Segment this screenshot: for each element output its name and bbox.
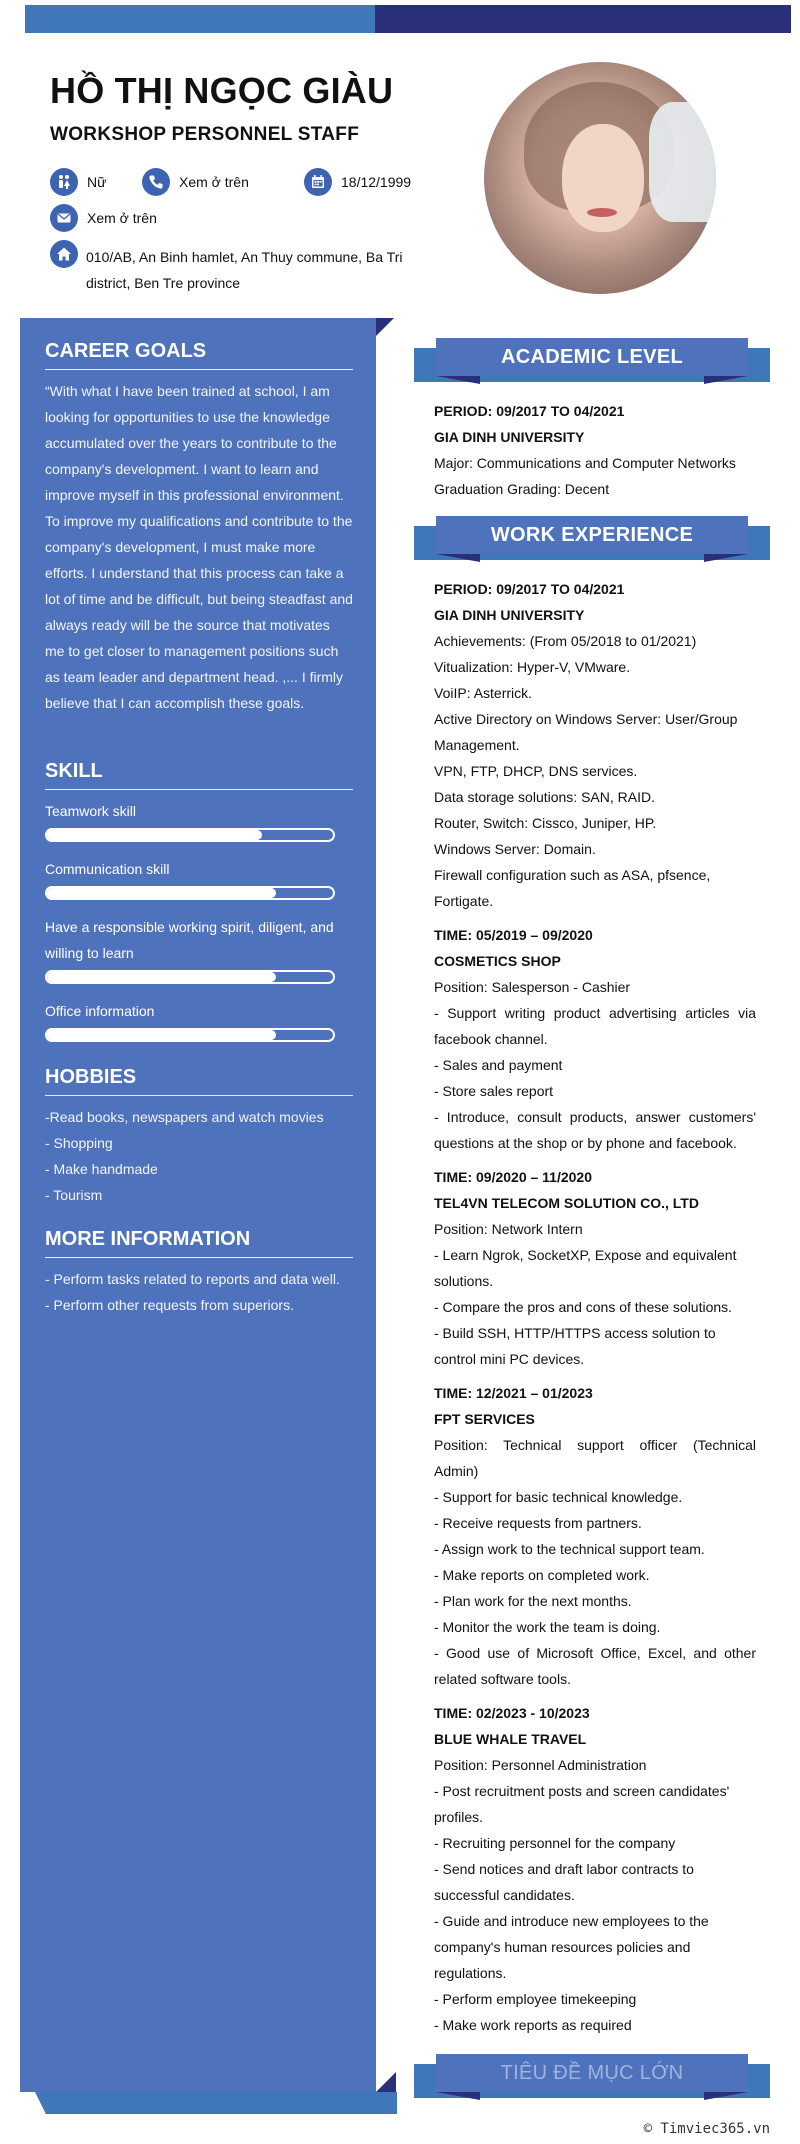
job-line: - Make work reports as required — [434, 2017, 632, 2033]
academic-block — [434, 398, 756, 502]
academic-school: GIA DINH UNIVERSITY — [434, 429, 585, 445]
panel-corner-decoration — [376, 2072, 396, 2092]
skill-label: Communication skill — [45, 861, 170, 877]
job-line: Achievements: (From 05/2018 to 01/2021) — [434, 633, 697, 649]
gender-row — [50, 168, 106, 196]
job-time: TIME: 02/2023 - 10/2023 — [434, 1705, 590, 1721]
job-company: TEL4VN TELECOM SOLUTION CO., LTD — [434, 1195, 699, 1211]
hobby-item: -Read books, newspapers and watch movies — [45, 1109, 324, 1125]
hobbies-list — [45, 1104, 353, 1208]
job-block — [434, 1380, 756, 1692]
skill-title: SKILL — [45, 760, 353, 790]
career-goals-text: “With what I have been trained at school, I am looking for opportunities to use the knowledge accumulated over the years to contribute to the company's development. I want to learn and improve myself in this professional environment. To improve my qualifications and contribute to the company's development, I must make more efforts. I understand that this process can take a lot of time and be difficult, but being steadfast and always ready will be the source that motivates me to get closer to management positions such as team leader and department head. ,... I firmly believe that I can accomplish these goals. — [45, 383, 353, 711]
hobbies-title: HOBBIES — [45, 1066, 353, 1096]
skill-bar — [45, 970, 335, 984]
job-title: WORKSHOP PERSONNEL STAFF — [50, 124, 360, 145]
skill-bar-fill — [47, 888, 276, 898]
placeholder-header — [414, 2054, 770, 2098]
job-line: - Receive requests from partners. — [434, 1515, 642, 1531]
email-icon — [50, 204, 78, 232]
job-block — [434, 576, 756, 914]
job-line: VoiIP: Asterrick. — [434, 685, 533, 701]
address-row — [50, 240, 87, 268]
skill-label: Office information — [45, 1003, 155, 1019]
work-title: WORK EXPERIENCE — [436, 516, 748, 554]
birthday-value: 18/12/1999 — [341, 174, 412, 190]
job-line: Firewall configuration such as ASA, pfsence, Fortigate. — [434, 867, 711, 909]
job-line: Position: Network Intern — [434, 1221, 583, 1237]
hobby-item: - Tourism — [45, 1187, 103, 1203]
top-bar — [0, 5, 800, 33]
job-line: - Make reports on completed work. — [434, 1567, 650, 1583]
job-company: BLUE WHALE TRAVEL — [434, 1731, 587, 1747]
job-block — [434, 922, 756, 1156]
academic-grading: Graduation Grading: Decent — [434, 481, 610, 497]
phone-icon — [142, 168, 170, 196]
job-line: - Perform employee timekeeping — [434, 1991, 637, 2007]
candidate-name: HỒ THỊ NGỌC GIÀU — [50, 70, 394, 111]
address-value: 010/AB, An Binh hamlet, An Thuy commune, Ba Tri district, Ben Tre province — [86, 249, 403, 291]
job-line: Router, Switch: Cissco, Juniper, HP. — [434, 815, 657, 831]
more-info-title: MORE INFORMATION — [45, 1228, 353, 1258]
birthday-row — [304, 168, 411, 196]
job-line: Windows Server: Domain. — [434, 841, 596, 857]
career-goals-title: CAREER GOALS — [45, 340, 353, 370]
phone-value: Xem ở trên — [179, 174, 249, 190]
job-line: - Assign work to the technical support team. — [434, 1541, 705, 1557]
academic-header — [414, 338, 770, 382]
job-line: - Plan work for the next months. — [434, 1593, 632, 1609]
academic-major: Major: Communications and Computer Networks — [434, 455, 736, 471]
job-line: - Recruiting personnel for the company — [434, 1835, 676, 1851]
skill-list — [45, 798, 353, 1042]
job-time: TIME: 09/2020 – 11/2020 — [434, 1169, 592, 1185]
skill-item — [45, 856, 353, 900]
academic-period: PERIOD: 09/2017 TO 04/2021 — [434, 403, 625, 419]
email-row — [50, 204, 157, 232]
job-line: - Build SSH, HTTP/HTTPS access solution to control mini PC devices. — [434, 1325, 716, 1367]
job-line: - Support for basic technical knowledge. — [434, 1489, 683, 1505]
skill-item — [45, 914, 353, 984]
more-info-item: - Perform tasks related to reports and data well. — [45, 1271, 340, 1287]
skill-bar — [45, 828, 335, 842]
skill-bar-fill — [47, 830, 262, 840]
panel-tab-decoration — [376, 318, 394, 336]
top-bar-dark — [375, 5, 791, 33]
more-info-section — [45, 1228, 353, 1318]
job-line: Active Directory on Windows Server: User/Group Management. — [434, 711, 738, 753]
calendar-icon — [304, 168, 332, 196]
phone-row — [142, 168, 249, 196]
job-line: - Learn Ngrok, SocketXP, Expose and equivalent solutions. — [434, 1247, 737, 1289]
job-line: Position: Technical support officer (Technical Admin) — [434, 1437, 756, 1479]
home-icon — [50, 240, 78, 268]
job-line: Position: Salesperson - Cashier — [434, 979, 631, 995]
job-company: GIA DINH UNIVERSITY — [434, 607, 585, 623]
job-company: COSMETICS SHOP — [434, 953, 561, 969]
top-bar-light — [25, 5, 375, 33]
job-line: VPN, FTP, DHCP, DNS services. — [434, 763, 638, 779]
more-info-list — [45, 1266, 353, 1318]
skill-bar — [45, 886, 335, 900]
job-line: - Post recruitment posts and screen candidates' profiles. — [434, 1783, 730, 1825]
job-line: - Monitor the work the team is doing. — [434, 1619, 661, 1635]
job-line: Position: Personnel Administration — [434, 1757, 647, 1773]
skill-item — [45, 998, 353, 1042]
more-info-item: - Perform other requests from superiors. — [45, 1297, 294, 1313]
hobby-item: - Shopping — [45, 1135, 113, 1151]
job-line: - Support writing product advertising articles via facebook channel. — [434, 1005, 756, 1047]
job-line: - Compare the pros and cons of these solutions. — [434, 1299, 733, 1315]
skill-item — [45, 798, 353, 842]
panel-foot-decoration — [35, 2092, 397, 2114]
job-time: PERIOD: 09/2017 TO 04/2021 — [434, 581, 625, 597]
skill-section — [45, 760, 353, 1042]
placeholder-title: TIÊU ĐỀ MỤC LỚN — [436, 2054, 748, 2092]
gender-value: Nữ — [87, 174, 107, 190]
skill-label: Teamwork skill — [45, 803, 137, 819]
job-line: - Sales and payment — [434, 1057, 563, 1073]
avatar — [484, 62, 716, 294]
job-time: TIME: 12/2021 – 01/2023 — [434, 1385, 593, 1401]
gender-icon — [50, 168, 78, 196]
skill-bar — [45, 1028, 335, 1042]
job-line: Vitualization: Hyper-V, VMware. — [434, 659, 631, 675]
job-line: Data storage solutions: SAN, RAID. — [434, 789, 655, 805]
job-line: - Introduce, consult products, answer customers' questions at the shop or by phone and facebook. — [434, 1109, 756, 1151]
email-value: Xem ở trên — [87, 210, 157, 226]
job-line: - Good use of Microsoft Office, Excel, and other related software tools. — [434, 1645, 756, 1687]
job-time: TIME: 05/2019 – 09/2020 — [434, 927, 593, 943]
skill-label: Have a responsible working spirit, diligent, and willing to learn — [45, 919, 334, 961]
job-block — [434, 1164, 756, 1372]
hobbies-section — [45, 1066, 353, 1208]
career-goals-section — [45, 340, 353, 716]
job-line: - Guide and introduce new employees to the company's human resources policies and regulations. — [434, 1913, 709, 1981]
skill-bar-fill — [47, 1030, 276, 1040]
work-header — [414, 516, 770, 560]
job-line: - Store sales report — [434, 1083, 554, 1099]
academic-title: ACADEMIC LEVEL — [436, 338, 748, 376]
job-block — [434, 1700, 756, 2038]
hobby-item: - Make handmade — [45, 1161, 158, 1177]
footer-copyright: © Timviec365.vn — [643, 2121, 770, 2137]
job-line: - Send notices and draft labor contracts to successful candidates. — [434, 1861, 694, 1903]
job-company: FPT SERVICES — [434, 1411, 535, 1427]
skill-bar-fill — [47, 972, 276, 982]
